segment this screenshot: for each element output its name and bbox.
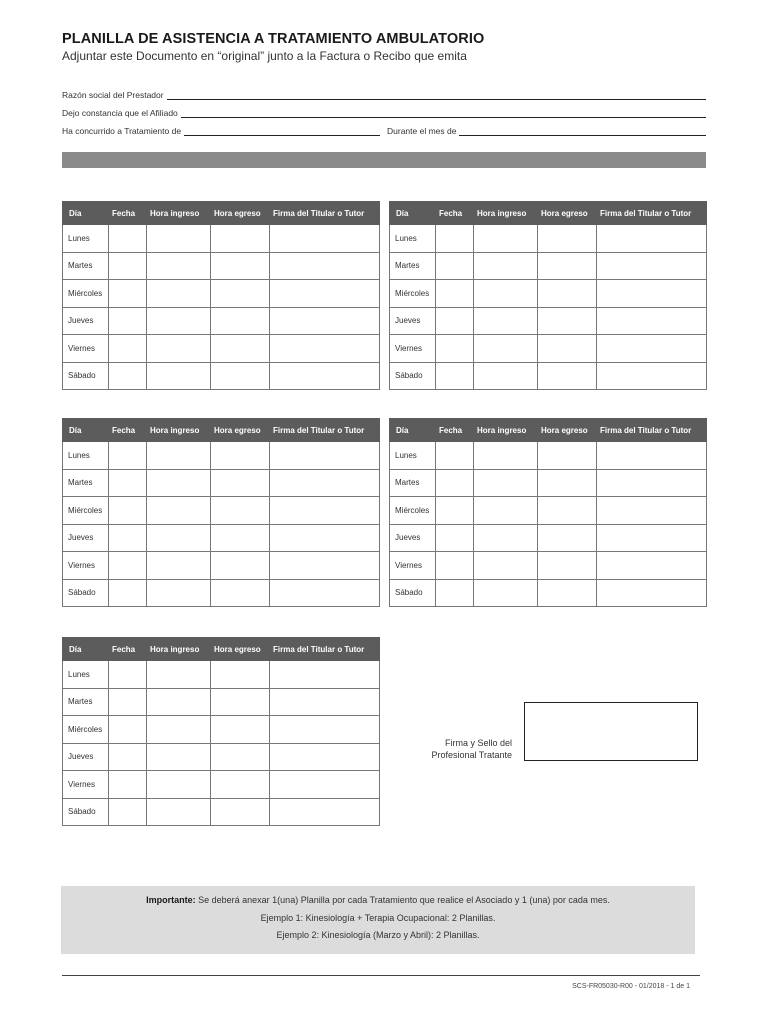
column-header-hora-ingreso: Hora ingreso [474, 419, 538, 442]
firma-cell[interactable] [270, 225, 380, 253]
day-cell: Sábado [390, 362, 436, 390]
column-header-fecha: Fecha [436, 419, 474, 442]
day-cell: Jueves [63, 524, 109, 552]
fecha-cell[interactable] [109, 497, 147, 525]
table-row [63, 307, 380, 335]
firma-cell[interactable] [270, 524, 380, 552]
firma-cell[interactable] [270, 552, 380, 580]
fecha-cell[interactable] [109, 524, 147, 552]
hora-egreso-cell[interactable] [211, 280, 270, 308]
table-header-row [63, 419, 380, 442]
firma-cell[interactable] [597, 252, 707, 280]
firma-cell[interactable] [270, 716, 380, 744]
firma-cell[interactable] [270, 252, 380, 280]
fecha-cell[interactable] [436, 497, 474, 525]
fecha-cell[interactable] [436, 469, 474, 497]
table-row [63, 469, 380, 497]
hora-ingreso-cell[interactable] [147, 743, 211, 771]
hora-ingreso-cell[interactable] [147, 661, 211, 689]
column-header-firma: Firma del Titular o Tutor [270, 638, 380, 661]
fecha-cell[interactable] [109, 579, 147, 607]
day-cell: Lunes [63, 225, 109, 253]
fecha-cell[interactable] [109, 307, 147, 335]
hora-egreso-cell[interactable] [211, 362, 270, 390]
day-cell: Sábado [63, 798, 109, 826]
firma-cell[interactable] [270, 579, 380, 607]
fecha-cell[interactable] [109, 798, 147, 826]
hora-egreso-cell[interactable] [211, 442, 270, 470]
table-row [63, 225, 380, 253]
hora-ingreso-cell[interactable] [147, 362, 211, 390]
afiliado-label: Dejo constancia que el Afiliado [62, 108, 178, 118]
fecha-cell[interactable] [109, 552, 147, 580]
day-cell: Miércoles [63, 497, 109, 525]
hora-egreso-cell[interactable] [538, 524, 597, 552]
hora-ingreso-cell[interactable] [474, 307, 538, 335]
column-header-firma: Firma del Titular o Tutor [270, 419, 380, 442]
hora-ingreso-cell[interactable] [474, 335, 538, 363]
hora-ingreso-cell[interactable] [474, 225, 538, 253]
fecha-cell[interactable] [109, 688, 147, 716]
table-row [63, 497, 380, 525]
firma-cell[interactable] [597, 497, 707, 525]
hora-ingreso-cell[interactable] [474, 552, 538, 580]
hora-ingreso-cell[interactable] [474, 252, 538, 280]
hora-ingreso-cell[interactable] [147, 442, 211, 470]
firma-cell[interactable] [597, 442, 707, 470]
firma-cell[interactable] [597, 524, 707, 552]
signature-label-line-2: Profesional Tratante [431, 750, 512, 760]
razon-social-field[interactable] [62, 90, 706, 100]
hora-ingreso-cell[interactable] [474, 524, 538, 552]
fecha-cell[interactable] [109, 771, 147, 799]
table-header-row [390, 202, 707, 225]
fecha-cell[interactable] [436, 524, 474, 552]
hora-egreso-cell[interactable] [211, 225, 270, 253]
fecha-cell[interactable] [109, 469, 147, 497]
razon-social-line[interactable] [167, 90, 706, 100]
day-cell: Jueves [390, 307, 436, 335]
firma-cell[interactable] [270, 335, 380, 363]
hora-ingreso-cell[interactable] [474, 579, 538, 607]
hora-ingreso-cell[interactable] [147, 579, 211, 607]
signature-label [420, 737, 512, 761]
day-cell: Sábado [390, 579, 436, 607]
table-row [63, 771, 380, 799]
column-header-dia: Día [63, 638, 109, 661]
hora-ingreso-cell[interactable] [147, 688, 211, 716]
table-row [390, 469, 707, 497]
column-header-hora-egreso: Hora egreso [538, 419, 597, 442]
column-header-hora-egreso: Hora egreso [211, 419, 270, 442]
fecha-cell[interactable] [109, 335, 147, 363]
day-cell: Martes [390, 252, 436, 280]
attendance-table [389, 201, 707, 390]
column-header-hora-ingreso: Hora ingreso [474, 202, 538, 225]
hora-egreso-cell[interactable] [211, 307, 270, 335]
column-header-dia: Día [63, 419, 109, 442]
signature-label-line-1: Firma y Sello del [444, 738, 512, 748]
attendance-table [389, 418, 707, 607]
hora-egreso-cell[interactable] [538, 442, 597, 470]
day-cell: Viernes [63, 552, 109, 580]
table-row [390, 307, 707, 335]
hora-egreso-cell[interactable] [538, 362, 597, 390]
fecha-cell[interactable] [109, 743, 147, 771]
hora-ingreso-cell[interactable] [147, 771, 211, 799]
table-header-row [390, 419, 707, 442]
firma-cell[interactable] [270, 469, 380, 497]
table-row [390, 497, 707, 525]
fecha-cell[interactable] [109, 661, 147, 689]
fecha-cell[interactable] [436, 362, 474, 390]
column-header-hora-egreso: Hora egreso [211, 202, 270, 225]
note-example-1: Ejemplo 1: Kinesiología + Terapia Ocupacional: 2 Planillas. [260, 912, 496, 923]
firma-cell[interactable] [270, 497, 380, 525]
table-row [63, 743, 380, 771]
hora-egreso-cell[interactable] [211, 688, 270, 716]
table-row [63, 524, 380, 552]
column-header-fecha: Fecha [109, 419, 147, 442]
hora-egreso-cell[interactable] [538, 579, 597, 607]
note-label: Importante: [146, 895, 196, 905]
fecha-cell[interactable] [436, 442, 474, 470]
fecha-cell[interactable] [109, 280, 147, 308]
hora-ingreso-cell[interactable] [147, 469, 211, 497]
column-header-dia: Día [63, 202, 109, 225]
mes-label: Durante el mes de [387, 126, 457, 136]
table-row [390, 442, 707, 470]
hora-egreso-cell[interactable] [211, 579, 270, 607]
fecha-cell[interactable] [436, 280, 474, 308]
firma-cell[interactable] [597, 552, 707, 580]
hora-ingreso-cell[interactable] [147, 716, 211, 744]
hora-egreso-cell[interactable] [538, 252, 597, 280]
note-example-2: Ejemplo 2: Kinesiología (Marzo y Abril): 2 Planillas. [276, 930, 480, 940]
fecha-cell[interactable] [109, 442, 147, 470]
firma-cell[interactable] [270, 661, 380, 689]
table-row [63, 280, 380, 308]
day-cell: Martes [63, 252, 109, 280]
hora-egreso-cell[interactable] [211, 798, 270, 826]
signature-box[interactable] [524, 702, 698, 761]
day-cell: Viernes [63, 335, 109, 363]
day-cell: Viernes [390, 552, 436, 580]
important-note [61, 886, 695, 954]
firma-cell[interactable] [270, 771, 380, 799]
firma-cell[interactable] [597, 335, 707, 363]
day-cell: Lunes [63, 661, 109, 689]
page-title: PLANILLA DE ASISTENCIA A TRATAMIENTO AMBULATORIO [62, 31, 485, 47]
firma-cell[interactable] [270, 362, 380, 390]
mes-field[interactable] [387, 126, 706, 136]
fecha-cell[interactable] [109, 716, 147, 744]
table-row [63, 362, 380, 390]
fecha-cell[interactable] [436, 552, 474, 580]
hora-ingreso-cell[interactable] [147, 497, 211, 525]
column-header-dia: Día [390, 202, 436, 225]
hora-egreso-cell[interactable] [538, 552, 597, 580]
day-cell: Martes [63, 688, 109, 716]
day-cell: Viernes [390, 335, 436, 363]
column-header-firma: Firma del Titular o Tutor [597, 202, 707, 225]
day-cell: Miércoles [390, 280, 436, 308]
table-row [63, 716, 380, 744]
table-row [63, 552, 380, 580]
afiliado-line[interactable] [181, 108, 706, 118]
fecha-cell[interactable] [109, 362, 147, 390]
note-text: Se deberá anexar 1(una) Planilla por cada Tratamiento que realice el Asociado y 1 (una) por cada mes. [198, 895, 610, 905]
hora-egreso-cell[interactable] [211, 252, 270, 280]
table-row [63, 252, 380, 280]
attendance-table [62, 418, 380, 607]
firma-cell[interactable] [597, 280, 707, 308]
fecha-cell[interactable] [436, 335, 474, 363]
fecha-cell[interactable] [436, 307, 474, 335]
fecha-cell[interactable] [436, 252, 474, 280]
firma-cell[interactable] [270, 307, 380, 335]
column-header-hora-egreso: Hora egreso [211, 638, 270, 661]
footer-divider [62, 975, 700, 976]
day-cell: Lunes [63, 442, 109, 470]
day-cell: Miércoles [63, 280, 109, 308]
document-code: SCS-FR05030-R00 - 01/2018 - 1 de 1 [572, 983, 690, 990]
attendance-table [62, 201, 380, 390]
firma-cell[interactable] [270, 280, 380, 308]
day-cell: Lunes [390, 442, 436, 470]
tratamiento-label: Ha concurrido a Tratamiento de [62, 126, 182, 136]
table-row [63, 688, 380, 716]
day-cell: Martes [390, 469, 436, 497]
table-row [390, 335, 707, 363]
fecha-cell[interactable] [436, 225, 474, 253]
table-row [390, 225, 707, 253]
table-row [63, 579, 380, 607]
hora-ingreso-cell[interactable] [474, 442, 538, 470]
hora-ingreso-cell[interactable] [474, 280, 538, 308]
firma-cell[interactable] [270, 798, 380, 826]
column-header-hora-egreso: Hora egreso [538, 202, 597, 225]
day-cell: Sábado [63, 362, 109, 390]
firma-cell[interactable] [597, 225, 707, 253]
table-row [63, 798, 380, 826]
table-row [390, 280, 707, 308]
day-cell: Viernes [63, 771, 109, 799]
day-cell: Jueves [63, 743, 109, 771]
hora-egreso-cell[interactable] [538, 280, 597, 308]
hora-egreso-cell[interactable] [211, 716, 270, 744]
hora-ingreso-cell[interactable] [474, 469, 538, 497]
fecha-cell[interactable] [109, 225, 147, 253]
hora-egreso-cell[interactable] [211, 335, 270, 363]
firma-cell[interactable] [270, 688, 380, 716]
afiliado-field[interactable] [62, 108, 706, 118]
column-header-firma: Firma del Titular o Tutor [597, 419, 707, 442]
column-header-fecha: Fecha [109, 202, 147, 225]
day-cell: Jueves [390, 524, 436, 552]
hora-ingreso-cell[interactable] [147, 798, 211, 826]
firma-cell[interactable] [270, 743, 380, 771]
column-header-hora-ingreso: Hora ingreso [147, 419, 211, 442]
hora-ingreso-cell[interactable] [147, 280, 211, 308]
table-row [63, 335, 380, 363]
hora-ingreso-cell[interactable] [147, 307, 211, 335]
attendance-table [62, 637, 380, 826]
table-row [390, 579, 707, 607]
table-header-row [63, 202, 380, 225]
column-header-dia: Día [390, 419, 436, 442]
hora-egreso-cell[interactable] [538, 469, 597, 497]
firma-cell[interactable] [597, 362, 707, 390]
hora-egreso-cell[interactable] [211, 661, 270, 689]
column-header-firma: Firma del Titular o Tutor [270, 202, 380, 225]
table-header-row [63, 638, 380, 661]
note-main [61, 892, 695, 910]
firma-cell[interactable] [597, 469, 707, 497]
table-row [390, 524, 707, 552]
column-header-fecha: Fecha [109, 638, 147, 661]
hora-egreso-cell[interactable] [211, 469, 270, 497]
day-cell: Sábado [63, 579, 109, 607]
table-row [390, 362, 707, 390]
hora-ingreso-cell[interactable] [474, 497, 538, 525]
hora-ingreso-cell[interactable] [147, 252, 211, 280]
hora-ingreso-cell[interactable] [147, 225, 211, 253]
firma-cell[interactable] [270, 442, 380, 470]
mes-line[interactable] [459, 126, 706, 136]
hora-egreso-cell[interactable] [211, 743, 270, 771]
page-subtitle: Adjuntar este Documento en “original” junto a la Factura o Recibo que emita [62, 49, 467, 63]
table-row [63, 661, 380, 689]
column-header-fecha: Fecha [436, 202, 474, 225]
fecha-cell[interactable] [109, 252, 147, 280]
hora-ingreso-cell[interactable] [147, 335, 211, 363]
day-cell: Martes [63, 469, 109, 497]
day-cell: Jueves [63, 307, 109, 335]
separator-band [62, 152, 706, 168]
razon-social-label: Razón social del Prestador [62, 90, 164, 100]
hora-ingreso-cell[interactable] [474, 362, 538, 390]
hora-egreso-cell[interactable] [538, 307, 597, 335]
hora-egreso-cell[interactable] [211, 771, 270, 799]
day-cell: Lunes [390, 225, 436, 253]
table-row [390, 252, 707, 280]
firma-cell[interactable] [597, 307, 707, 335]
hora-egreso-cell[interactable] [538, 225, 597, 253]
column-header-hora-ingreso: Hora ingreso [147, 638, 211, 661]
hora-egreso-cell[interactable] [538, 497, 597, 525]
hora-egreso-cell[interactable] [211, 524, 270, 552]
hora-egreso-cell[interactable] [211, 552, 270, 580]
fecha-cell[interactable] [436, 579, 474, 607]
day-cell: Miércoles [63, 716, 109, 744]
hora-ingreso-cell[interactable] [147, 552, 211, 580]
day-cell: Miércoles [390, 497, 436, 525]
table-row [63, 442, 380, 470]
hora-ingreso-cell[interactable] [147, 524, 211, 552]
tratamiento-line[interactable] [184, 126, 380, 136]
firma-cell[interactable] [597, 579, 707, 607]
table-row [390, 552, 707, 580]
column-header-hora-ingreso: Hora ingreso [147, 202, 211, 225]
hora-egreso-cell[interactable] [211, 497, 270, 525]
hora-egreso-cell[interactable] [538, 335, 597, 363]
tratamiento-field[interactable] [62, 126, 380, 136]
